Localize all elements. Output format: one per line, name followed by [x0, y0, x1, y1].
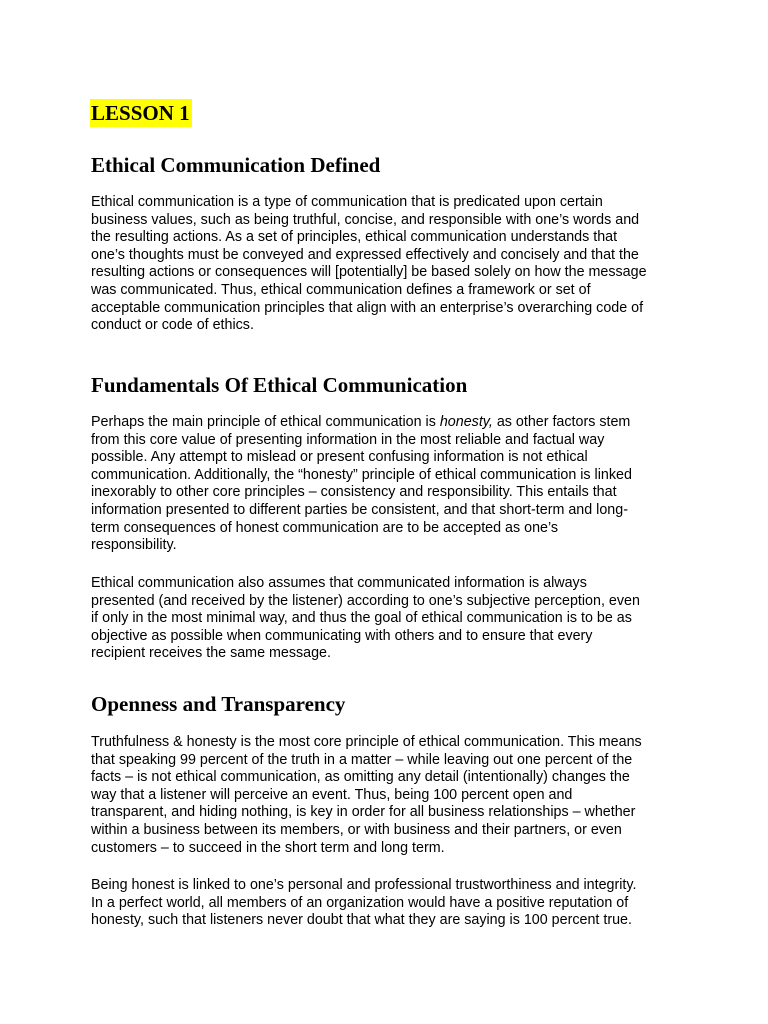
section-heading-fundamentals: Fundamentals Of Ethical Communication: [91, 373, 468, 397]
text-line: within a business between its members, or with business and their partners, or even: [91, 821, 622, 838]
paragraph-trustworthiness: [91, 877, 691, 930]
text-line: one’s thoughts must be conveyed and expressed effectively and concisely and that the: [91, 246, 639, 263]
text-span: as other factors stem: [492, 414, 631, 430]
text-line: responsibility.: [91, 537, 177, 554]
text-line: resulting actions or consequences will [potentially] be based solely on how the message: [91, 264, 647, 281]
text-line: if only in the most minimal way, and thus the goal of ethical communication is to be as: [91, 610, 632, 627]
paragraph-definition: [91, 194, 691, 335]
paragraph-honesty: [91, 414, 691, 555]
text-line: business values, such as being truthful, concise, and responsible with one’s words and: [91, 211, 640, 228]
lesson-label: LESSON 1: [91, 101, 190, 125]
text-line: [91, 414, 691, 432]
text-line: the resulting actions. As a set of principles, ethical communication understands that: [91, 229, 618, 246]
text-line: Truthfulness & honesty is the most core principle of ethical communication. This means: [91, 734, 642, 750]
text-line: In a perfect world, all members of an organization would have a positive reputation of: [91, 894, 629, 911]
text-line: Ethical communication also assumes that communicated information is always: [91, 575, 587, 591]
text-line: recipient receives the same message.: [91, 645, 331, 662]
paragraph-subjective-perception: [91, 575, 691, 663]
text-line: from this core value of presenting information in the most reliable and factual way: [91, 431, 605, 448]
text-line: that speaking 99 percent of the truth in a matter – while leaving out one percent of the: [91, 751, 633, 768]
text-line: inexorably to other core principles – consistency and responsibility. This entails that: [91, 484, 617, 501]
section-heading-openness-transparency: Openness and Transparency: [91, 692, 346, 716]
text-line: term consequences of honest communication are to be accepted as one’s: [91, 519, 559, 536]
text-line: conduct or code of ethics.: [91, 317, 254, 334]
paragraph-truthfulness: [91, 734, 691, 857]
text-line: objective as possible when communicating with others and to ensure that every: [91, 627, 593, 644]
text-line: way that a listener will perceive an event. Thus, being 100 percent open and: [91, 786, 573, 803]
text-line: facts – is not ethical communication, as omitting any detail (intentionally) changes the: [91, 769, 630, 786]
text-line: customers – to succeed in the short term and long term.: [91, 839, 445, 856]
text-line: acceptable communication principles that align with an enterprise’s overarching code of: [91, 299, 644, 316]
emphasis-honesty: honesty,: [439, 414, 493, 430]
section-heading-ethical-communication-defined: Ethical Communication Defined: [91, 153, 381, 177]
text-span: Perhaps the main principle of ethical communication is: [91, 414, 440, 430]
text-line: communication. Additionally, the “honesty” principle of ethical communication is linked: [91, 466, 632, 483]
text-line: possible. Any attempt to mislead or present confusing information is not ethical: [91, 449, 588, 466]
text-line: Ethical communication is a type of communication that is predicated upon certain: [91, 194, 603, 210]
text-line: Being honest is linked to one’s personal and professional trustworthiness and integrity.: [91, 877, 637, 893]
text-line: presented (and received by the listener) according to one’s subjective perception, even: [91, 592, 640, 609]
text-line: information presented to different parties be consistent, and that short-term and long-: [91, 501, 628, 518]
text-line: transparent, and hiding nothing, is key in order for all business relationships – whether: [91, 804, 636, 821]
text-line: was communicated. Thus, ethical communication defines a framework or set of: [91, 281, 591, 298]
text-line: honesty, such that listeners never doubt that what they are saying is 100 percent true.: [91, 912, 632, 929]
